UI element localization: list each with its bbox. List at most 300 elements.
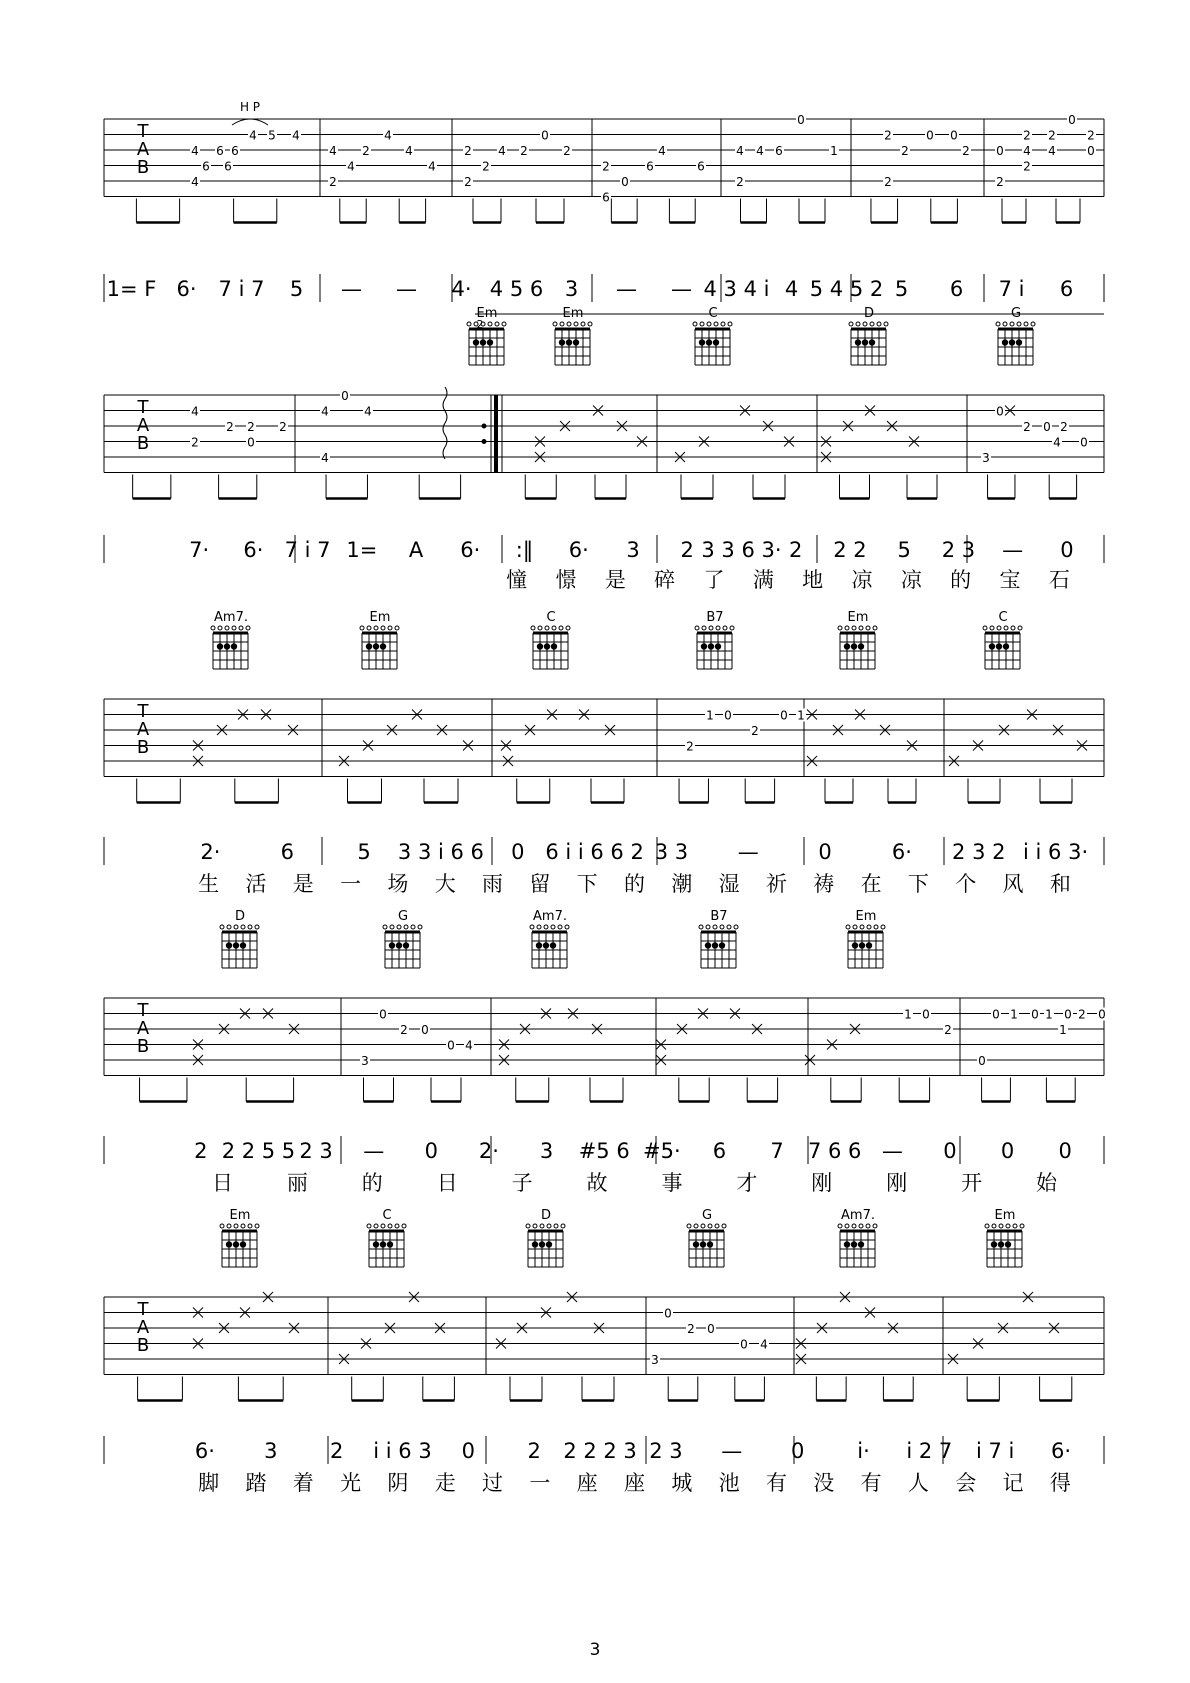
chord-diagram	[849, 306, 888, 365]
tab-fret-number: 6	[216, 144, 224, 158]
finger-dot	[387, 1241, 393, 1247]
tab-fret-number: 0	[780, 708, 788, 723]
chord-diagram	[838, 1208, 877, 1267]
chord-diagram	[360, 610, 399, 669]
lyric-char: 风	[1002, 872, 1024, 896]
jianpu-note: 0	[818, 840, 832, 864]
tab-fret-number: 4	[347, 159, 355, 174]
lyric-char: 地	[802, 568, 824, 592]
tab-fret-number: 0	[922, 1007, 930, 1022]
tab-fret-number: 2	[962, 144, 970, 158]
jianpu-note: A	[408, 538, 424, 562]
jianpu-note: 2	[789, 538, 803, 562]
finger-dot	[700, 1241, 706, 1247]
lyric-char: 碎	[654, 568, 676, 592]
tab-fret-number: 0	[664, 1306, 672, 1321]
jianpu-note: 2 3	[649, 1439, 683, 1463]
tab-fret-number: 6	[775, 144, 783, 158]
lyric-char: 座	[576, 1471, 598, 1495]
chord-name: C	[708, 306, 718, 321]
jianpu-note: 0	[1058, 1139, 1072, 1163]
tab-fret-number: 0	[724, 708, 732, 723]
finger-dot	[380, 1241, 386, 1247]
finger-dot	[536, 942, 542, 948]
tab-fret-number: 2	[329, 175, 337, 189]
lyric-char: 人	[907, 1471, 929, 1495]
tab-fret-number: 0	[341, 389, 349, 403]
lyric-char: 走	[434, 1471, 456, 1495]
tab-fret-number: 2	[1023, 420, 1031, 434]
tab-clef-letter: A	[136, 415, 150, 436]
tab-fret-number: 2	[884, 175, 892, 189]
tab-fret-number: 6	[231, 144, 239, 158]
finger-dot	[366, 643, 372, 649]
tab-clef-letter: B	[136, 737, 150, 758]
lyric-char: 子	[511, 1171, 533, 1195]
lyric-char: 湿	[718, 872, 740, 896]
ending-number: 2	[476, 318, 484, 331]
tab-fret-number: 0	[621, 175, 629, 189]
chord-diagram	[687, 1208, 726, 1267]
tab-fret-number: 4	[321, 451, 329, 465]
tab-fret-number: 2	[482, 159, 490, 174]
tab-fret-number: 4	[405, 144, 413, 158]
lyric-char: 没	[813, 1471, 835, 1495]
tab-clef-letter: A	[136, 1317, 150, 1338]
lyric-char: 场	[387, 872, 409, 896]
tab-fret-number: 2	[464, 144, 472, 158]
tab-fret-number: 2	[464, 175, 472, 189]
hammer-pull-label: H P	[239, 100, 261, 114]
finger-dot	[705, 942, 711, 948]
melody-line	[104, 837, 1104, 865]
tab-clef-letter: T	[137, 121, 149, 142]
finger-dot	[559, 339, 565, 345]
chord-name: D	[234, 909, 246, 924]
melody-line	[104, 535, 1104, 563]
lyric-char: 刚	[811, 1171, 833, 1195]
finger-dot	[224, 643, 230, 649]
jianpu-note: 6·	[891, 840, 912, 864]
finger-dot	[859, 942, 865, 948]
jianpu-note: 6	[1059, 277, 1074, 301]
finger-dot	[403, 942, 409, 948]
jianpu-note: 5	[289, 277, 304, 301]
tab-fret-number: 2	[362, 144, 370, 158]
jianpu-note: #5 6	[578, 1139, 630, 1163]
jianpu-note: —	[396, 277, 417, 301]
finger-dot	[713, 339, 719, 345]
tab-fret-number: 3	[361, 1054, 369, 1068]
jianpu-note: 2 3	[941, 538, 976, 562]
tab-clef-letter: T	[137, 1000, 149, 1021]
lyric-char: 凉	[851, 568, 873, 592]
tab-fret-number: 4	[736, 144, 744, 158]
chord-name: B7	[706, 610, 724, 625]
jianpu-note: #5·	[642, 1139, 681, 1163]
tab-fret-number: 0	[740, 1337, 748, 1352]
finger-dot	[996, 643, 1002, 649]
jianpu-note: 6	[712, 1139, 727, 1163]
lyric-char: 有	[860, 1471, 882, 1495]
finger-dot	[712, 942, 718, 948]
jianpu-note: 6·	[1051, 1439, 1072, 1463]
tab-fret-number: 2	[901, 144, 909, 158]
lyric-char: 和	[1049, 872, 1071, 896]
jianpu-note: :‖	[515, 538, 534, 562]
finger-dot	[487, 339, 493, 345]
tab-fret-number: 1	[830, 144, 838, 158]
jianpu-note: 7	[770, 1139, 784, 1163]
jianpu-note: 0	[424, 1139, 438, 1163]
tab-clef-letter: B	[136, 1036, 150, 1057]
tab-clef-letter: T	[137, 1299, 149, 1320]
jianpu-note: —	[363, 1139, 385, 1163]
lyric-char: 会	[955, 1471, 977, 1495]
tab-fret-number: 4	[1023, 144, 1031, 158]
tab-fret-number: 0	[1080, 435, 1088, 450]
jianpu-note: i i 6 3	[373, 1439, 432, 1463]
finger-dot	[550, 942, 556, 948]
chord-diagram	[553, 306, 592, 365]
tab-fret-number: 4	[364, 404, 372, 419]
jianpu-note: 4 3 4 i	[703, 277, 770, 301]
lyric-char: 雨	[482, 872, 504, 896]
lyric-char: 留	[529, 872, 551, 896]
finger-dot	[991, 1241, 997, 1247]
lyric-char: 生	[198, 872, 220, 896]
tab-clef-letter: B	[136, 433, 150, 454]
chord-diagram	[985, 1208, 1024, 1267]
jianpu-note: i 2 7	[906, 1439, 953, 1463]
finger-dot	[708, 643, 714, 649]
finger-dot	[537, 643, 543, 649]
lyric-char: 才	[736, 1171, 758, 1195]
tab-fret-number: 4	[760, 1337, 768, 1352]
system-2	[104, 306, 1104, 592]
tab-fret-number: 2	[1078, 1007, 1086, 1022]
chord-name: Am7.	[214, 610, 248, 625]
finger-dot	[551, 643, 557, 649]
tab-fret-number: 6	[202, 159, 210, 174]
lyric-char: 日	[211, 1171, 233, 1195]
finger-dot	[852, 942, 858, 948]
finger-dot	[396, 942, 402, 948]
lyric-char: 踏	[245, 1471, 267, 1495]
chord-name: Em	[847, 610, 869, 625]
chord-name: G	[397, 909, 409, 924]
jianpu-note: 4 5 6	[489, 277, 544, 301]
jianpu-note: 7 i 7	[284, 538, 331, 562]
lyric-char: 一	[529, 1471, 551, 1495]
tab-fret-number: 2	[279, 420, 287, 434]
finger-dot	[1009, 339, 1015, 345]
chord-name: B7	[710, 909, 728, 924]
jianpu-note: —	[881, 1139, 903, 1163]
chord-diagram	[530, 909, 569, 968]
finger-dot	[566, 339, 572, 345]
jianpu-note: 2 3	[299, 1139, 333, 1163]
jianpu-note: 2 3 2	[952, 840, 1006, 864]
tab-fret-number: 4	[191, 175, 199, 189]
finger-dot	[858, 643, 864, 649]
chord-diagram	[367, 1208, 406, 1267]
finger-dot	[480, 339, 486, 345]
lyric-char: 是	[292, 872, 314, 896]
jianpu-note: —	[1002, 538, 1024, 562]
lyric-char: 过	[482, 1471, 504, 1495]
finger-dot	[693, 1241, 699, 1247]
finger-dot	[226, 1241, 232, 1247]
chord-name: G	[701, 1208, 713, 1223]
jianpu-note: 2	[329, 1439, 344, 1463]
tab-fret-number: 0	[707, 1322, 715, 1336]
lyric-char: 得	[1049, 1471, 1071, 1495]
jianpu-note: 2	[527, 1439, 541, 1463]
finger-dot	[233, 1241, 239, 1247]
tab-fret-number: 0	[926, 128, 934, 143]
finger-dot	[851, 1241, 857, 1247]
finger-dot	[844, 643, 850, 649]
jianpu-note: 4	[784, 277, 799, 301]
tab-fret-number: 4	[191, 404, 199, 419]
jianpu-note: i 7 i	[976, 1439, 1015, 1463]
jianpu-note: 2 2 5 5	[221, 1139, 296, 1163]
lyrics-line	[198, 872, 1071, 896]
jianpu-note: 0	[1000, 1139, 1015, 1163]
lyric-char: 个	[955, 872, 977, 896]
jianpu-note: i·	[857, 1439, 870, 1463]
tab-fret-number: 4	[428, 159, 436, 174]
lyric-char: 宝	[999, 568, 1021, 592]
jianpu-note: —	[341, 277, 362, 301]
jianpu-note: —	[721, 1439, 743, 1463]
lyric-char: 开	[961, 1171, 983, 1195]
chord-diagram	[531, 610, 570, 669]
chord-diagram	[526, 1208, 565, 1267]
system-5	[104, 1208, 1104, 1495]
lyrics-line	[198, 1471, 1071, 1495]
jianpu-note: 6·	[568, 538, 589, 562]
finger-dot	[543, 942, 549, 948]
tab-fret-number: 4	[465, 1038, 473, 1053]
tab-fret-number: 5	[268, 128, 276, 143]
tab-clef-letter: T	[137, 397, 149, 418]
jianpu-note: —	[737, 840, 759, 864]
jianpu-note: 3 3	[654, 840, 689, 864]
chord-diagram	[699, 909, 738, 968]
system-1	[104, 100, 1104, 331]
chord-diagram	[220, 1208, 259, 1267]
system-4	[104, 909, 1107, 1195]
chord-name: G	[1010, 306, 1022, 321]
lyric-char: 憬	[555, 568, 577, 592]
jianpu-note: 6·	[176, 277, 197, 301]
tab-clef-letter: B	[136, 1335, 150, 1356]
chord-diagram	[846, 909, 885, 968]
lyric-char: 事	[661, 1171, 683, 1195]
lyric-char: 座	[624, 1471, 645, 1495]
chord-name: C	[382, 1208, 392, 1223]
lyric-char: 满	[752, 568, 774, 592]
chord-name: D	[540, 1208, 552, 1223]
lyric-char: 着	[292, 1471, 314, 1495]
jianpu-note: 6	[280, 840, 294, 864]
chord-diagram	[838, 610, 877, 669]
tab-fret-number: 2	[944, 1023, 952, 1037]
tab-fret-number: 2	[1023, 159, 1031, 174]
finger-dot	[706, 339, 712, 345]
tab-fret-number: 1	[706, 708, 714, 723]
lyric-char: 的	[361, 1171, 383, 1195]
tab-fret-number: 6	[602, 190, 610, 205]
slur-arc	[232, 119, 268, 125]
lyric-char: 下	[907, 872, 929, 896]
jianpu-note: 7 i 7	[218, 277, 265, 301]
melody-line	[104, 274, 1104, 302]
chord-diagram	[693, 306, 732, 365]
tab-fret-number: 4	[1048, 144, 1056, 158]
tab-fret-number: 2	[520, 144, 528, 158]
tab-fret-number: 0	[992, 1007, 1000, 1022]
lyric-char: 石	[1048, 568, 1070, 592]
tab-fret-number: 6	[646, 159, 654, 174]
chord-diagram	[383, 909, 422, 968]
lyric-char: 故	[586, 1171, 608, 1195]
finger-dot	[707, 1241, 713, 1247]
jianpu-note: —	[616, 277, 637, 301]
jianpu-note: 5 4 5 2	[809, 277, 884, 301]
finger-dot	[380, 643, 386, 649]
jianpu-note: 3 3 i 6 6	[397, 840, 484, 864]
lyric-char: 了	[703, 568, 725, 592]
jianpu-note: 5	[897, 538, 911, 562]
melody-line	[104, 1136, 1104, 1164]
jianpu-note: 4·	[451, 277, 472, 301]
tab-fret-number: 3	[982, 451, 990, 465]
jianpu-note: 6·	[194, 1439, 215, 1463]
jianpu-note: 3	[264, 1439, 278, 1463]
lyric-char: 日	[436, 1171, 458, 1195]
chord-name: Em	[369, 610, 391, 625]
lyric-char: 潮	[671, 872, 693, 896]
tab-fret-number: 0	[247, 435, 255, 450]
chord-name: Am7.	[841, 1208, 875, 1223]
tab-fret-number: 1	[904, 1007, 912, 1022]
finger-dot	[217, 643, 223, 649]
tab-fret-number: 6	[697, 159, 705, 174]
tab-fret-number: 2	[1087, 128, 1095, 143]
jianpu-note: 2	[194, 1139, 208, 1163]
jianpu-note: 7 i	[998, 277, 1025, 301]
chord-name: Am7.	[533, 909, 567, 924]
finger-dot	[231, 643, 237, 649]
tab-fret-number: 2	[996, 175, 1004, 189]
finger-dot	[869, 339, 875, 345]
finger-dot	[233, 942, 239, 948]
lyric-char: 在	[860, 872, 882, 896]
jianpu-note: 0	[461, 1439, 476, 1463]
finger-dot	[373, 1241, 379, 1247]
jianpu-note: i i 6 3·	[1023, 840, 1089, 864]
jianpu-note: 3	[564, 277, 579, 301]
finger-dot	[862, 339, 868, 345]
chord-name: C	[998, 610, 1008, 625]
tab-fret-number: 2	[751, 724, 759, 738]
lyric-char: 池	[718, 1471, 740, 1495]
tab-clef-letter: A	[136, 139, 150, 160]
lyric-char: 大	[434, 872, 456, 896]
lyric-char: 阴	[387, 1471, 409, 1495]
tab-fret-number: 0	[447, 1038, 455, 1053]
tab-fret-number: 0	[379, 1007, 387, 1022]
tab-fret-number: 2	[226, 420, 234, 434]
finger-dot	[546, 1241, 552, 1247]
tab-fret-number: 4	[329, 144, 337, 158]
chord-name: Em	[476, 306, 498, 321]
tab-fret-number: 2	[1023, 128, 1031, 143]
jianpu-note: 6·	[460, 538, 481, 562]
tab-clef-letter: B	[136, 157, 150, 178]
tab-fret-number: 4	[249, 128, 257, 143]
chord-diagram	[695, 610, 734, 669]
lyric-char: 有	[765, 1471, 787, 1495]
tab-fret-number: 3	[651, 1353, 659, 1367]
chord-diagram	[996, 306, 1035, 365]
chord-diagram	[467, 306, 506, 365]
lyric-char: 脚	[198, 1471, 220, 1495]
jianpu-note: 0	[943, 1139, 957, 1163]
finger-dot	[1003, 643, 1009, 649]
tab-fret-number: 2	[686, 739, 694, 754]
tab-fret-number: 4	[191, 144, 199, 158]
jianpu-note: 6·	[243, 538, 264, 562]
tab-fret-number: 2	[1060, 420, 1068, 434]
chord-name: D	[863, 306, 875, 321]
lyric-char: 始	[1036, 1171, 1058, 1195]
tab-fret-number: 2	[191, 435, 199, 450]
tab-clef-letter: A	[136, 1018, 150, 1039]
repeat-dot	[482, 439, 487, 444]
tab-fret-number: 0	[797, 113, 805, 127]
tab-fret-number: 2	[400, 1023, 408, 1037]
jianpu-note: 6 i i 6 6 2	[545, 840, 644, 864]
tab-fret-number: 2	[736, 175, 744, 189]
tab-fret-number: 0	[978, 1054, 986, 1068]
jianpu-note: 7·	[189, 538, 210, 562]
jianpu-note: 3	[539, 1139, 554, 1163]
tab-fret-number: 4	[658, 144, 666, 158]
jianpu-note: 2·	[200, 840, 221, 864]
lyric-char: 一	[340, 872, 362, 896]
finger-dot	[715, 643, 721, 649]
finger-dot	[1005, 1241, 1011, 1247]
lyric-char: 祈	[765, 872, 787, 896]
chord-name: C	[546, 610, 556, 625]
finger-dot	[866, 942, 872, 948]
lyric-char: 的	[950, 568, 972, 592]
chord-diagram	[211, 610, 250, 669]
finger-dot	[1002, 339, 1008, 345]
tab-clef-letter: T	[137, 701, 149, 722]
jianpu-note: 0	[1060, 538, 1074, 562]
system-3	[104, 610, 1104, 896]
finger-dot	[539, 1241, 545, 1247]
lyric-char: 刚	[886, 1171, 908, 1195]
finger-dot	[373, 643, 379, 649]
tab-fret-number: 0	[1031, 1007, 1039, 1022]
finger-dot	[1016, 339, 1022, 345]
